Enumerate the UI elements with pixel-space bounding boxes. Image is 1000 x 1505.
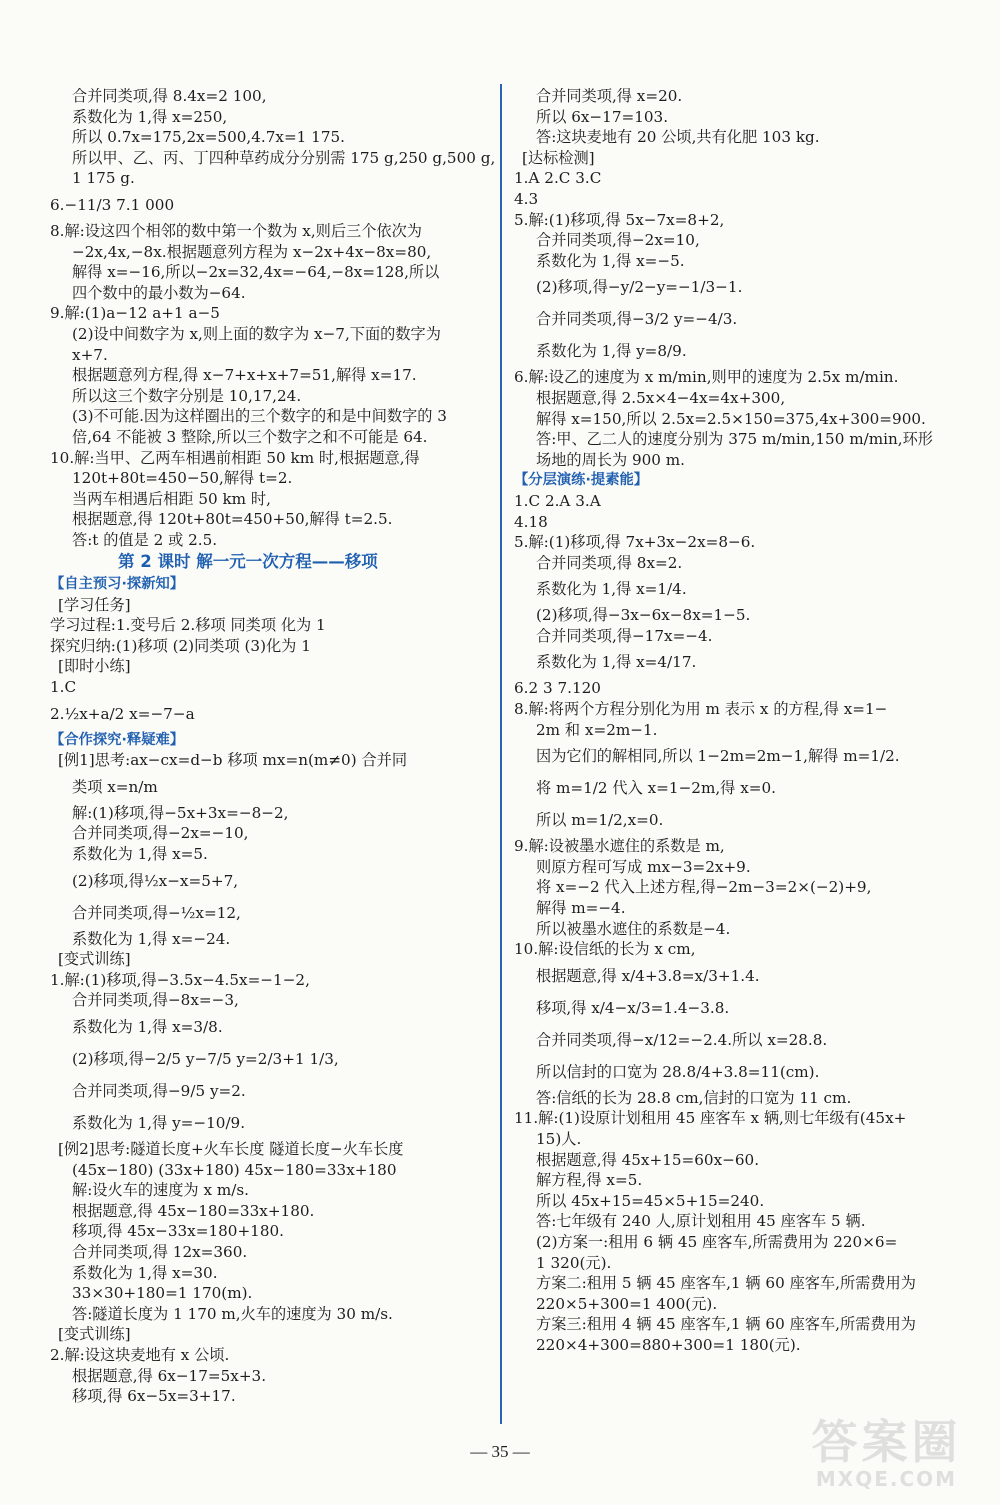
text-line: −2x,4x,−8x.根据题意列方程为 x−2x+4x−8x=80, <box>72 242 432 261</box>
text-line: 移项,得 45x−33x=180+180. <box>72 1222 284 1241</box>
text-line: 场地的周长为 900 m. <box>536 450 685 469</box>
text-line: 解得 x=−16,所以−2x=32,4x=−64,−8x=128,所以 <box>72 263 440 282</box>
text-line: 1.解:(1)移项,得−3.5x−4.5x=−1−2, <box>50 970 310 989</box>
text-line: 根据题意,得 x/4+3.8=x/3+1.4. <box>536 966 760 985</box>
text-line: [例1]思考:ax−cx=d−b 移项 mx=n(m≠0) 合并同 <box>58 751 408 770</box>
text-line: 解:设火车的速度为 x m/s. <box>72 1181 249 1200</box>
text-line: 1.C <box>50 678 77 697</box>
text-line: [达标检测] <box>522 148 595 167</box>
text-line: 答:七年级有 240 人,原计划租用 45 座客车 5 辆. <box>536 1212 866 1231</box>
text-line: 10.解:设信纸的长为 x cm, <box>514 940 696 959</box>
text-line: 所以 45x+15=45×5+15=240. <box>536 1191 765 1210</box>
text-line: 5.解:(1)移项,得 7x+3x−2x=8−6. <box>514 533 756 552</box>
text-line: 合并同类项,得−17x=−4. <box>536 626 713 645</box>
text-line: (2)移项,得½x−x=5+7, <box>72 871 239 890</box>
text-line: 合并同类项,得−9/5 y=2. <box>72 1081 246 1100</box>
text-line: (45x−180) (33x+180) 45x−180=33x+180 <box>72 1160 397 1179</box>
lesson-title: 第 2 课时 解一元一次方程——移项 <box>118 552 378 572</box>
text-line: 系数化为 1,得 x=4/17. <box>536 653 697 672</box>
text-line: 合并同类项,得−8x=−3, <box>72 991 239 1010</box>
text-line: 当两车相遇后相距 50 km 时, <box>72 489 271 508</box>
text-line: 所以被墨水遮住的系数是−4. <box>536 919 731 938</box>
text-line: 1 320(元). <box>536 1253 612 1272</box>
text-line: 所以 m=1/2,x=0. <box>536 811 664 830</box>
text-line: (3)不可能.因为这样圈出的三个数字的和是中间数字的 3 <box>72 407 447 426</box>
text-line: 4.3 <box>514 189 539 208</box>
text-line: 所以信封的口宽为 28.8/4+3.8=11(cm). <box>536 1062 820 1081</box>
text-line: 系数化为 1,得 x=−24. <box>72 929 231 948</box>
text-line: [变式训练] <box>58 950 131 969</box>
text-line: 系数化为 1,得 x=30. <box>72 1263 218 1282</box>
text-line: 根据题意列方程,得 x−7+x+x+7=51,解得 x=17. <box>72 366 417 385</box>
text-line: 方案二:租用 5 辆 45 座客车,1 辆 60 座客车,所需费用为 <box>536 1274 916 1293</box>
text-line: x+7. <box>72 345 108 364</box>
text-line: 11.解:(1)设原计划租用 45 座客车 x 辆,则七年级有(45x+ <box>514 1109 907 1128</box>
text-line: 所以甲、乙、丙、丁四种草药成分分别需 175 g,250 g,500 g, <box>72 148 496 167</box>
text-line: 答:甲、乙二人的速度分别为 375 m/min,150 m/min,环形 <box>536 430 933 449</box>
text-line: (2)设中间数字为 x,则上面的数字为 x−7,下面的数字为 <box>72 324 441 343</box>
text-line: 答:隧道长度为 1 170 m,火车的速度为 30 m/s. <box>72 1304 393 1323</box>
text-line: 合并同类项,得−x/12=−2.4.所以 x=28.8. <box>536 1030 828 1049</box>
text-line: 合并同类项,得−½x=12, <box>72 903 241 922</box>
text-line: 2.½x+a/2 x=−7−a <box>50 704 195 723</box>
text-line: 1.C 2.A 3.A <box>514 491 601 510</box>
text-line: 120t+80t=450−50,解得 t=2. <box>72 469 293 488</box>
text-line: 答:t 的值是 2 或 2.5. <box>72 530 218 549</box>
text-line: [变式训练] <box>58 1325 131 1344</box>
text-line: 9.解:设被墨水遮住的系数是 m, <box>514 837 725 856</box>
text-line: [学习任务] <box>58 595 131 614</box>
text-line: (2)移项,得−3x−6x−8x=1−5. <box>536 606 751 625</box>
text-line: 则原方程可写成 mx−3=2x+9. <box>536 857 751 876</box>
text-line: 根据题意,得 45x+15=60x−60. <box>536 1150 760 1169</box>
text-line: (2)移项,得−y/2−y=−1/3−1. <box>536 278 743 297</box>
text-line: 所以 6x−17=103. <box>536 107 669 126</box>
text-line: 所以这三个数字分别是 10,17,24. <box>72 386 302 405</box>
text-line: 8.解:将两个方程分别化为用 m 表示 x 的方程,得 x=1− <box>514 700 888 719</box>
text-line: 系数化为 1,得 x=3/8. <box>72 1017 223 1036</box>
text-line: 2.解:设这块麦地有 x 公顷. <box>50 1345 230 1364</box>
text-line: 根据题意,得 45x−180=33x+180. <box>72 1201 315 1220</box>
text-line: 8.解:设这四个相邻的数中第一个数为 x,则后三个依次为 <box>50 221 422 240</box>
watermark-main: 答案圈 <box>811 1415 962 1469</box>
text-line: (2)方案一:租用 6 辆 45 座客车,所需费用为 220×6= <box>536 1232 898 1251</box>
text-line: 合并同类项,得−2x=10, <box>536 231 700 250</box>
text-line: 6.−11/3 7.1 000 <box>50 195 175 214</box>
text-line: 探究归纳:(1)移项 (2)同类项 (3)化为 1 <box>50 636 311 655</box>
text-line: 将 x=−2 代入上述方程,得−2m−3=2×(−2)+9, <box>536 878 872 897</box>
text-line: 答:信纸的长为 28.8 cm,信封的口宽为 11 cm. <box>536 1088 852 1107</box>
text-line: 合并同类项,得−3/2 y=−4/3. <box>536 310 738 329</box>
text-line: 解:(1)移项,得−5x+3x=−8−2, <box>72 803 289 822</box>
text-line: 答:这块麦地有 20 公顷,共有化肥 103 kg. <box>536 128 820 147</box>
text-line: 合并同类项,得 8.4x=2 100, <box>72 87 267 105</box>
section-heading: 【分层演练·提素能】 <box>514 472 649 489</box>
text-line: 1 175 g. <box>72 169 135 188</box>
text-line: 方案三:租用 4 辆 45 座客车,1 辆 60 座客车,所需费用为 <box>536 1315 916 1334</box>
text-line: 6.解:设乙的速度为 x m/min,则甲的速度为 2.5x m/min. <box>514 368 899 387</box>
text-line: 系数化为 1,得 x=250, <box>72 107 228 126</box>
watermark-url: MXQE.COM <box>815 1467 958 1491</box>
page-number: — 35 — <box>470 1442 530 1461</box>
section-heading: 【自主预习·探新知】 <box>50 576 185 593</box>
text-line: 合并同类项,得 12x=360. <box>72 1242 248 1261</box>
text-line: 解得 x=150,所以 2.5x=2.5×150=375,4x+300=900. <box>536 409 926 428</box>
text-line: 解得 m=−4. <box>536 899 626 918</box>
text-line: 系数化为 1,得 x=−5. <box>536 251 685 270</box>
text-line: 33×30+180=1 170(m). <box>72 1284 253 1303</box>
text-line: 系数化为 1,得 y=8/9. <box>536 342 687 361</box>
text-line: 根据题意,得 120t+80t=450+50,解得 t=2.5. <box>72 510 393 529</box>
text-line: 系数化为 1,得 x=1/4. <box>536 580 687 599</box>
text-line: 220×5+300=1 400(元). <box>536 1294 718 1313</box>
text-line: 学习过程:1.变号后 2.移项 同类项 化为 1 <box>50 616 326 635</box>
text-line: 1.A 2.C 3.C <box>514 169 602 188</box>
text-line: 2m 和 x=2m−1. <box>536 720 658 739</box>
text-line: 倍,64 不能被 3 整除,所以三个数字之和不可能是 64. <box>72 427 428 446</box>
text-line: 因为它们的解相同,所以 1−2m=2m−1,解得 m=1/2. <box>536 747 900 766</box>
right-column <box>514 86 964 1356</box>
text-line: 根据题意,得 2.5x×4−4x=4x+300, <box>536 388 786 407</box>
text-line: 四个数中的最小数为−64. <box>72 283 246 302</box>
text-line: 系数化为 1,得 y=−10/9. <box>72 1113 246 1132</box>
text-line: 9.解:(1)a−12 a+1 a−5 <box>50 304 220 323</box>
text-line: 将 m=1/2 代入 x=1−2m,得 x=0. <box>536 779 776 798</box>
text-line: 5.解:(1)移项,得 5x−7x=8+2, <box>514 210 725 229</box>
column-divider <box>500 84 502 1424</box>
text-line: 移项,得 x/4−x/3=1.4−3.8. <box>536 998 730 1017</box>
text-line: 合并同类项,得 x=20. <box>536 87 683 105</box>
text-line: 解方程,得 x=5. <box>536 1171 643 1190</box>
text-line: 系数化为 1,得 x=5. <box>72 845 208 863</box>
text-line: 所以 0.7x=175,2x=500,4.7x=1 175. <box>72 128 345 147</box>
text-line: 根据题意,得 6x−17=5x+3. <box>72 1366 267 1385</box>
text-line: 15)人. <box>536 1130 582 1148</box>
left-column <box>50 86 496 1407</box>
text-line: 4.18 <box>514 512 548 531</box>
section-heading: 【合作探究·释疑难】 <box>50 731 185 748</box>
text-line: 220×4+300=880+300=1 180(元). <box>536 1335 801 1354</box>
text-line: [即时小练] <box>58 657 131 676</box>
watermark-logo <box>799 1417 974 1499</box>
text-line: (2)移项,得−2/5 y−7/5 y=2/3+1 1/3, <box>72 1049 339 1068</box>
text-line: 合并同类项,得 8x=2. <box>536 553 683 572</box>
text-line: 合并同类项,得−2x=−10, <box>72 824 249 843</box>
text-line: [例2]思考:隧道长度+火车长度 隧道长度−火车长度 <box>58 1139 404 1158</box>
text-line: 移项,得 6x−5x=3+17. <box>72 1387 236 1406</box>
text-line: 类项 x=n/m <box>72 777 158 796</box>
text-line: 10.解:当甲、乙两车相遇前相距 50 km 时,根据题意,得 <box>50 448 420 467</box>
text-line: 6.2 3 7.120 <box>514 679 601 698</box>
